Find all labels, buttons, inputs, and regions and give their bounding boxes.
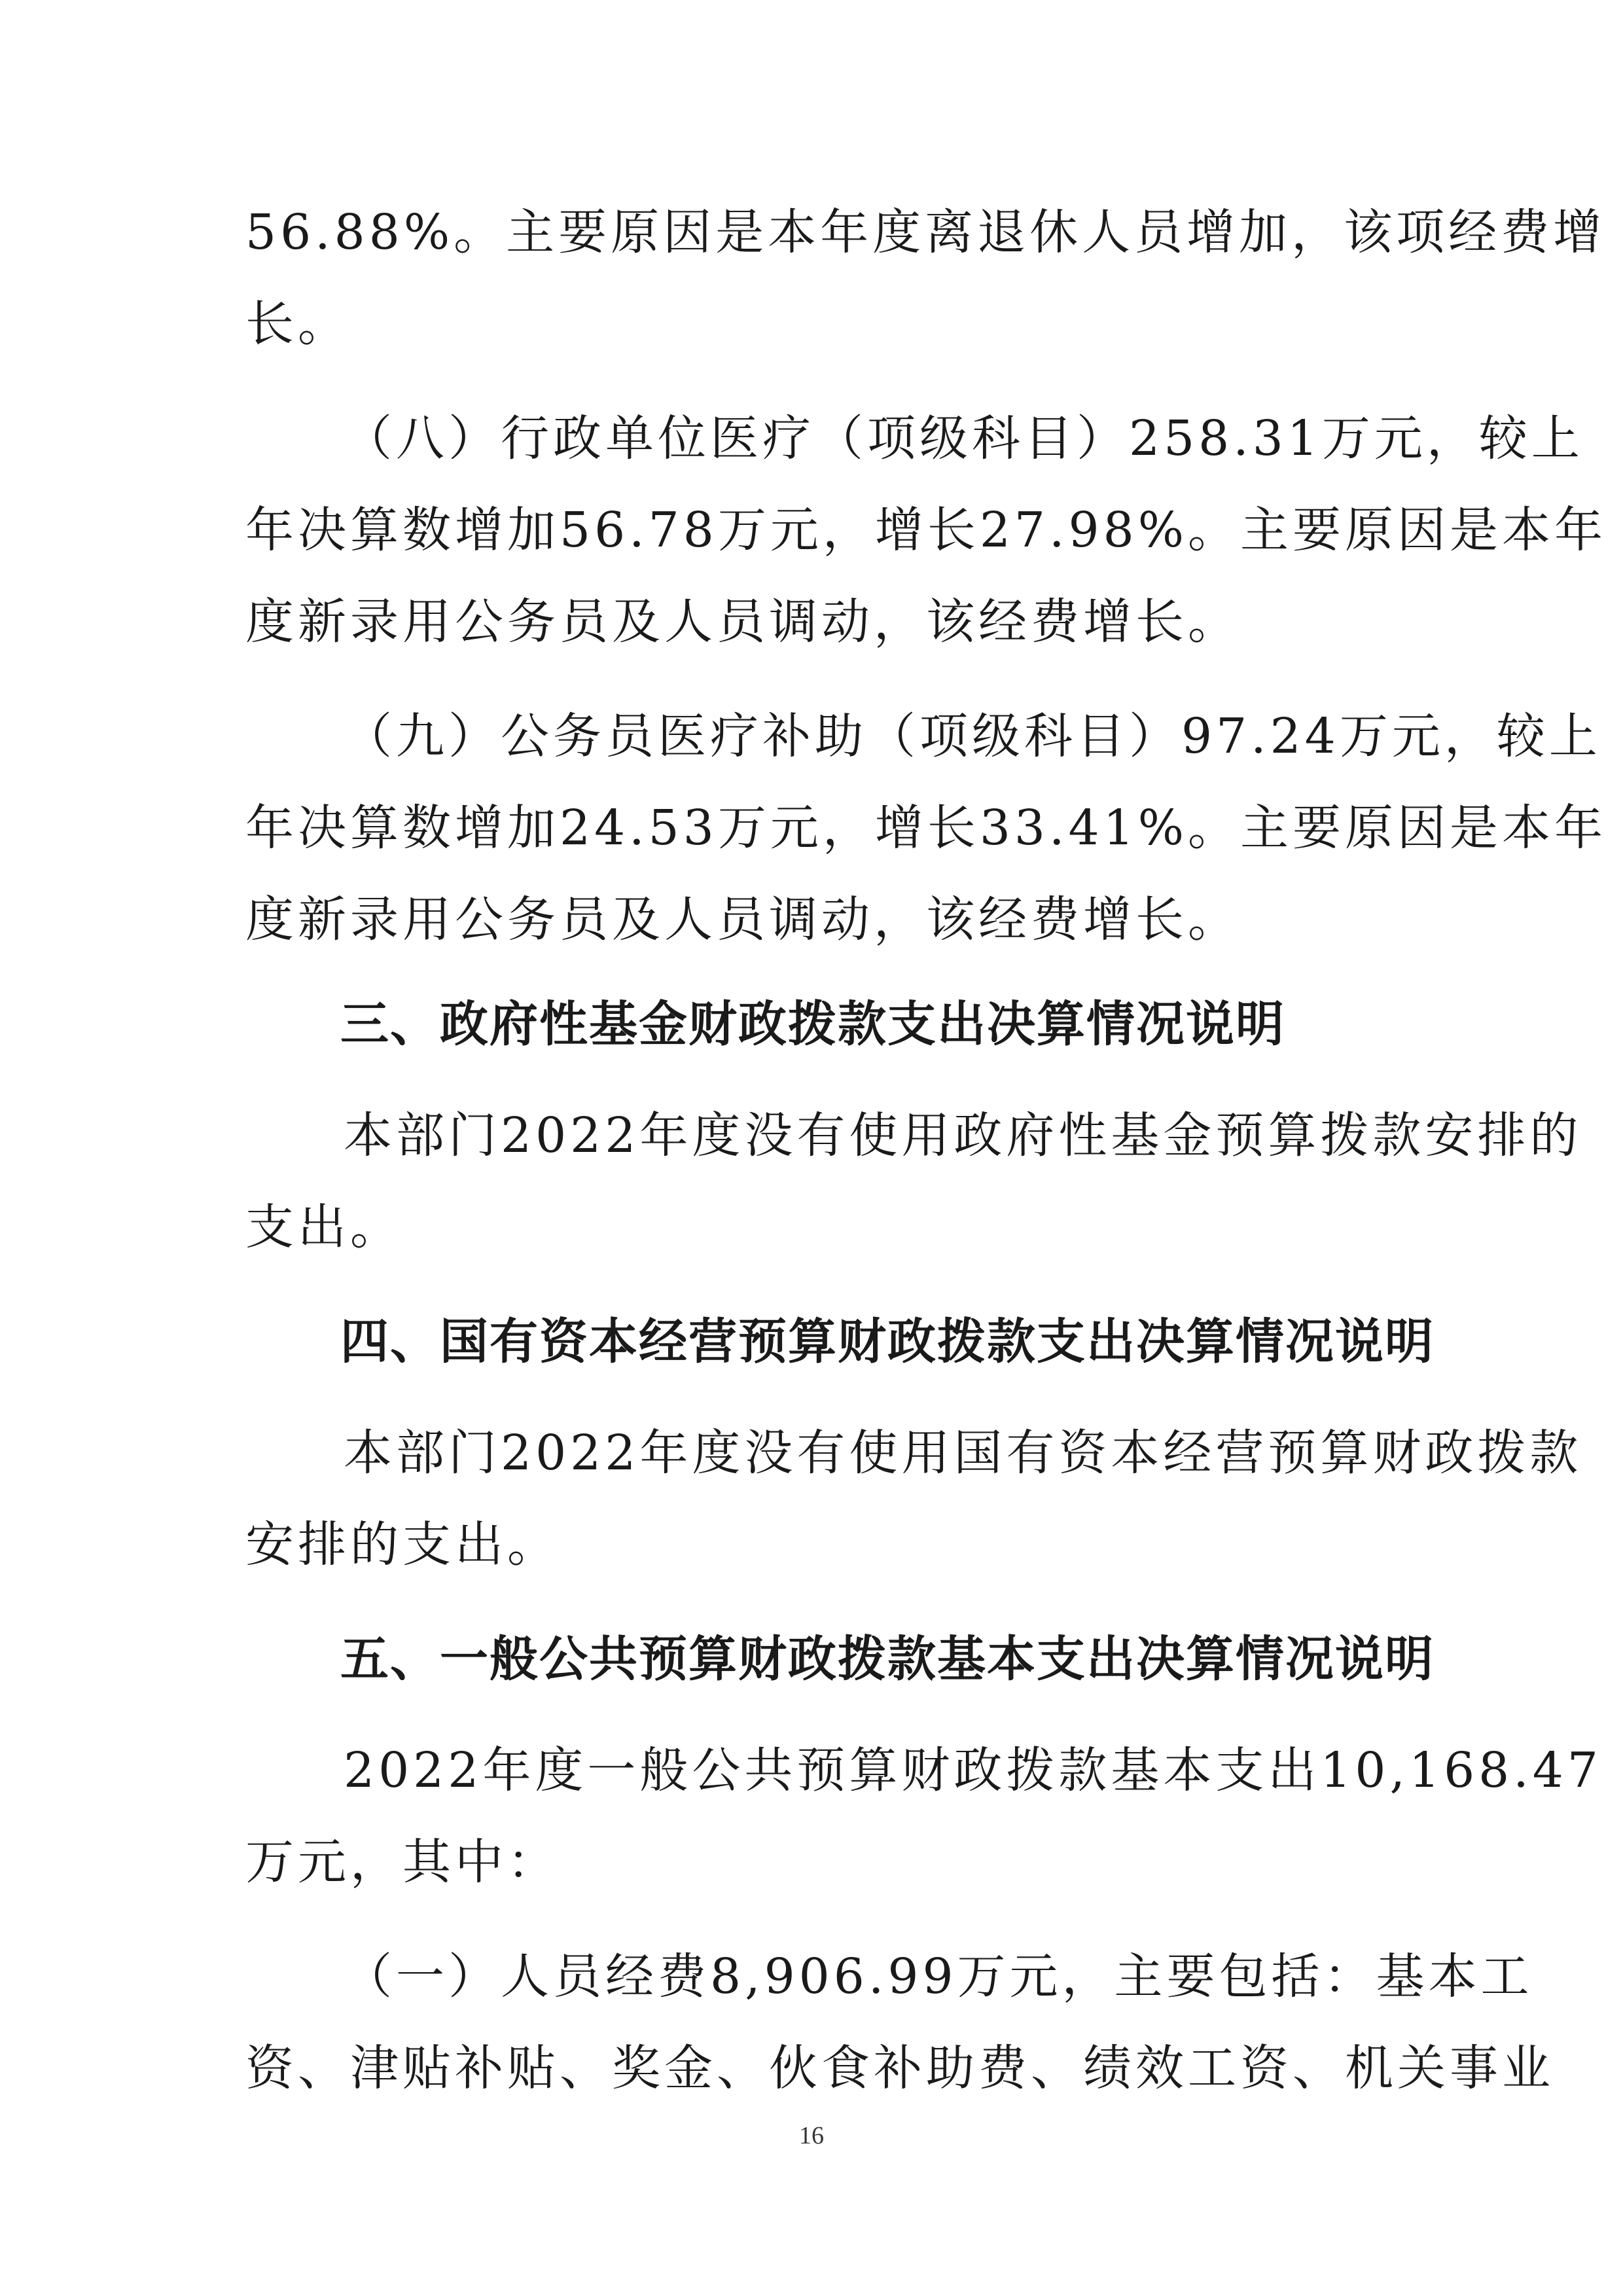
paragraph-line: 年决算数增加24.53万元，增长33.41%。主要原因是本年 (245, 800, 1607, 856)
paragraph-line: 本部门2022年度没有使用政府性基金预算拨款安排的 (344, 1107, 1582, 1164)
paragraph-line: 年决算数增加56.78万元，增长27.98%。主要原因是本年 (245, 502, 1607, 558)
paragraph-line: 度新录用公务员及人员调动，该经费增长。 (245, 594, 1240, 650)
paragraph-line: 本部门2022年度没有使用国有资本经营预算财政拨款 (344, 1425, 1582, 1481)
paragraph-line: 安排的支出。 (245, 1516, 560, 1573)
section-heading: 三、政府性基金财政拨款支出决算情况说明 (340, 996, 1285, 1052)
section-heading: 五、一般公共预算财政拨款基本支出决算情况说明 (340, 1631, 1435, 1687)
section-heading: 四、国有资本经营预算财政拨款支出决算情况说明 (340, 1314, 1435, 1370)
paragraph-line: （一）人员经费8,906.99万元，主要包括：基本工 (344, 1948, 1533, 2005)
paragraph-line: 万元，其中： (245, 1834, 560, 1890)
paragraph-line: 度新录用公务员及人员调动，该经费增长。 (245, 891, 1240, 948)
page-number: 16 (799, 2122, 824, 2149)
paragraph-line: 资、津贴补贴、奖金、伙食补助费、绩效工资、机关事业 (245, 2040, 1554, 2096)
paragraph-line: 长。 (245, 296, 350, 352)
paragraph-line: （九）公务员医疗补助（项级科目）97.24万元，较上 (344, 708, 1601, 764)
paragraph-line: 2022年度一般公共预算财政拨款基本支出10,168.47 (344, 1742, 1602, 1799)
paragraph-line: （八）行政单位医疗（项级科目）258.31万元，较上 (344, 410, 1584, 467)
paragraph-line: 支出。 (245, 1199, 402, 1255)
paragraph-line: 56.88%。主要原因是本年度离退休人员增加，该项经费增 (245, 204, 1606, 260)
